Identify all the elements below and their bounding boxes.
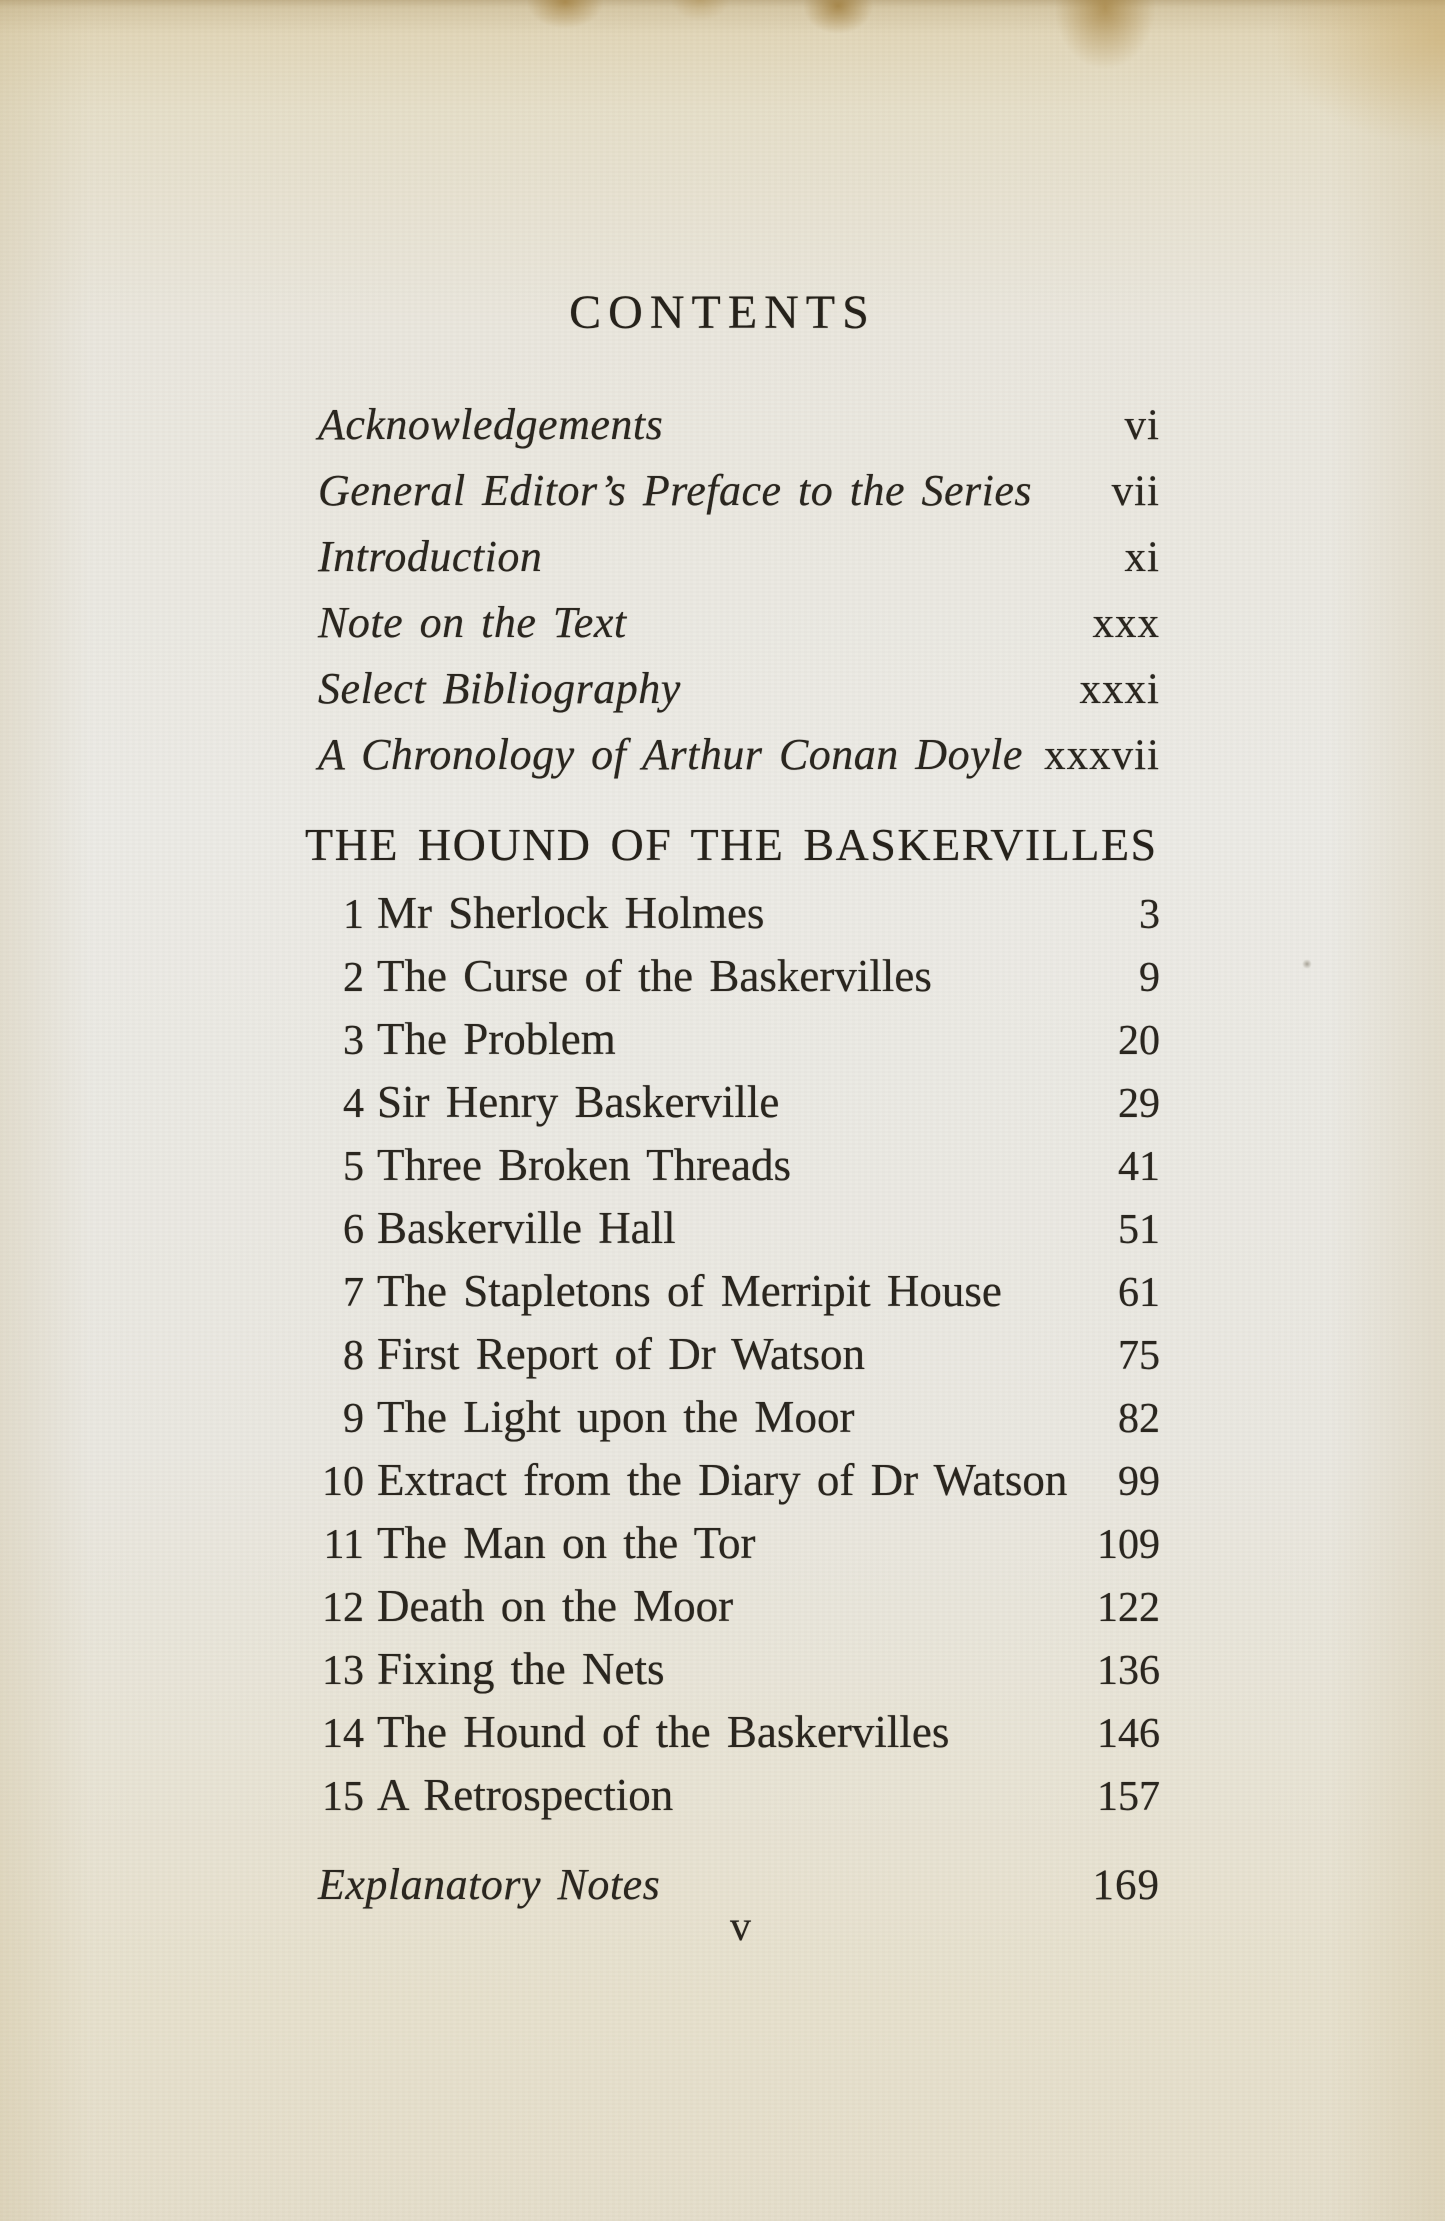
chapter-number: 8 bbox=[343, 1333, 364, 1379]
toc-entry bbox=[318, 524, 1160, 590]
chapter-number: 2 bbox=[343, 955, 364, 1001]
chapter-list bbox=[318, 882, 1160, 1827]
chapter-page: 75 bbox=[1118, 1333, 1160, 1379]
chapter-number: 10 bbox=[322, 1459, 364, 1505]
chapter-number: 3 bbox=[343, 1018, 364, 1064]
chapter-number: 13 bbox=[322, 1648, 364, 1694]
chapter-entry bbox=[318, 945, 1160, 1008]
chapter-page: 51 bbox=[1118, 1207, 1160, 1253]
toc-entry-page: vi bbox=[1124, 402, 1160, 449]
chapter-entry bbox=[318, 1071, 1160, 1134]
toc-entry bbox=[318, 392, 1160, 458]
chapter-entry bbox=[318, 1323, 1160, 1386]
chapter-number: 7 bbox=[343, 1270, 364, 1316]
chapter-entry bbox=[318, 1134, 1160, 1197]
chapter-entry bbox=[318, 1197, 1160, 1260]
chapter-number: 1 bbox=[343, 892, 364, 938]
toc-entry-label: Acknowledgements bbox=[318, 400, 664, 449]
toc-entry-page: xxxvii bbox=[1044, 732, 1160, 779]
chapter-page: 136 bbox=[1097, 1648, 1160, 1694]
chapter-title: The Man on the Tor bbox=[377, 1518, 756, 1568]
toc-entry-page: vii bbox=[1111, 468, 1160, 515]
chapter-entry bbox=[318, 1260, 1160, 1323]
chapter-title: Baskerville Hall bbox=[377, 1203, 676, 1253]
chapter-entry bbox=[318, 1701, 1160, 1764]
chapter-number: 11 bbox=[323, 1522, 364, 1568]
toc-entry-label: Note on the Text bbox=[318, 598, 627, 647]
chapter-page: 29 bbox=[1118, 1081, 1160, 1127]
chapter-page: 109 bbox=[1097, 1522, 1160, 1568]
chapter-title: The Problem bbox=[377, 1014, 616, 1064]
toc-entry-page: xi bbox=[1124, 534, 1160, 581]
chapter-entry bbox=[318, 1575, 1160, 1638]
toc-entry bbox=[318, 590, 1160, 656]
chapter-entry bbox=[318, 882, 1160, 945]
chapter-title: First Report of Dr Watson bbox=[377, 1329, 866, 1379]
chapter-title: Mr Sherlock Holmes bbox=[377, 888, 765, 938]
chapter-entry bbox=[318, 1512, 1160, 1575]
chapter-number: 14 bbox=[322, 1711, 364, 1757]
chapter-page: 82 bbox=[1118, 1396, 1160, 1442]
chapter-page: 3 bbox=[1139, 892, 1160, 938]
toc-entry bbox=[318, 656, 1160, 722]
chapter-page: 20 bbox=[1118, 1018, 1160, 1064]
chapter-entry bbox=[318, 1764, 1160, 1827]
chapter-number: 6 bbox=[343, 1207, 364, 1253]
toc-entry-page: 169 bbox=[1092, 1862, 1160, 1909]
chapter-title: Three Broken Threads bbox=[377, 1140, 792, 1190]
chapter-number: 5 bbox=[343, 1144, 364, 1190]
chapter-entry bbox=[318, 1449, 1160, 1512]
chapter-page: 157 bbox=[1097, 1774, 1160, 1820]
toc-entry-label: A Chronology of Arthur Conan Doyle bbox=[318, 730, 1023, 779]
toc-entry-label: Select Bibliography bbox=[318, 664, 681, 713]
toc-entry-page: xxx bbox=[1092, 600, 1160, 647]
chapter-entry bbox=[318, 1008, 1160, 1071]
chapter-number: 12 bbox=[322, 1585, 364, 1631]
chapter-title: A Retrospection bbox=[377, 1770, 674, 1820]
front-matter-list bbox=[318, 392, 1160, 788]
chapter-title: Extract from the Diary of Dr Watson bbox=[377, 1455, 1068, 1505]
chapter-title: Fixing the Nets bbox=[377, 1644, 665, 1694]
folio-page-number: v bbox=[730, 1904, 751, 1950]
chapter-page: 9 bbox=[1139, 955, 1160, 1001]
toc-entry bbox=[318, 722, 1160, 788]
toc-entry-label: Introduction bbox=[318, 532, 543, 581]
toc-entry bbox=[318, 458, 1160, 524]
chapter-title: Death on the Moor bbox=[377, 1581, 734, 1631]
chapter-entry bbox=[318, 1638, 1160, 1701]
chapter-title: The Light upon the Moor bbox=[377, 1392, 855, 1442]
chapter-title: The Hound of the Baskervilles bbox=[377, 1707, 950, 1757]
chapter-entry bbox=[318, 1386, 1160, 1449]
chapter-page: 99 bbox=[1118, 1459, 1160, 1505]
chapter-page: 41 bbox=[1118, 1144, 1160, 1190]
toc-entry-page: xxxi bbox=[1079, 666, 1160, 713]
chapter-title: The Stapletons of Merripit House bbox=[377, 1266, 1002, 1316]
chapter-page: 146 bbox=[1097, 1711, 1160, 1757]
chapter-number: 15 bbox=[322, 1774, 364, 1820]
chapter-number: 4 bbox=[343, 1081, 364, 1127]
chapter-title: Sir Henry Baskerville bbox=[377, 1077, 780, 1127]
page-title: CONTENTS bbox=[569, 286, 876, 339]
chapter-title: The Curse of the Baskervilles bbox=[377, 951, 932, 1001]
toc-entry-label: General Editor’s Preface to the Series bbox=[318, 466, 1033, 515]
section-heading: THE HOUND OF THE BASKERVILLES bbox=[305, 819, 1158, 870]
chapter-number: 9 bbox=[343, 1396, 364, 1442]
toc-entry-label: Explanatory Notes bbox=[318, 1860, 661, 1909]
chapter-page: 122 bbox=[1097, 1585, 1160, 1631]
chapter-page: 61 bbox=[1118, 1270, 1160, 1316]
